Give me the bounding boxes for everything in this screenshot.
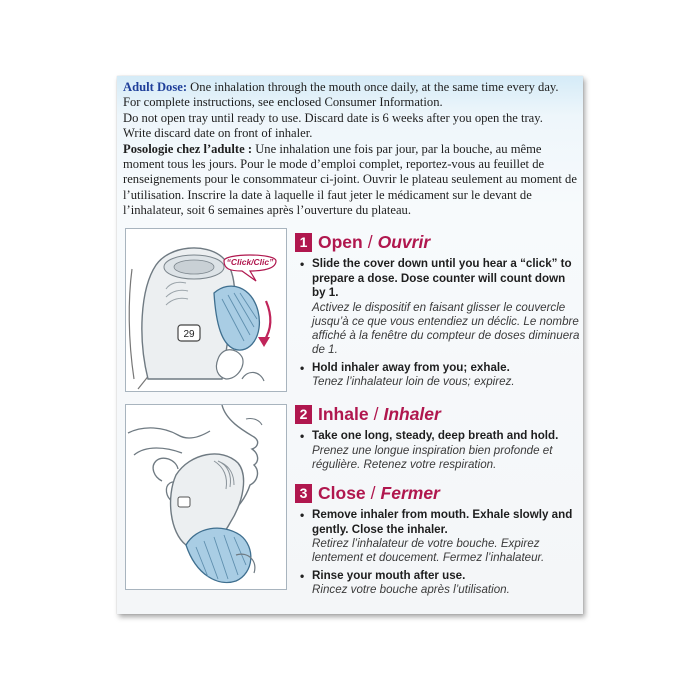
tray-warning: Do not open tray until ready to use. Discard date is 6 weeks after you open the tray. xyxy=(123,110,543,125)
step-3-bullet-1-fr: Retirez l’inhalateur de votre bouche. Expirez lentement et doucement. Fermez l’inhalateur. xyxy=(312,537,545,565)
adult-dose-paragraph xyxy=(123,80,579,111)
open-inhaler-illustration xyxy=(125,228,287,392)
inhaler-inhale-icon xyxy=(126,405,286,589)
step-1-title-fr: Ouvrir xyxy=(377,231,431,252)
step-3-heading xyxy=(295,482,440,504)
step-3-title-en: Close xyxy=(318,482,366,503)
dose-counter: 29 xyxy=(183,329,195,340)
step-1-heading xyxy=(295,231,430,253)
step-2-bullet-1-fr: Prenez une longue inspiration bien profonde et régulière. Retenez votre respiration. xyxy=(312,443,553,471)
step-1-title-en: Open xyxy=(318,231,363,252)
step-1-number: 1 xyxy=(295,233,312,252)
step-3-bullet-1-en: • Remove inhaler from mouth. Exhale slowly and gently. Close the inhaler. xyxy=(312,508,573,536)
inhale-illustration xyxy=(125,404,287,590)
step-2-title-en: Inhale xyxy=(318,403,369,424)
adult-dose-label: Adult Dose: xyxy=(123,80,188,94)
slide-down-arrow-icon xyxy=(258,337,270,347)
adult-dose-text: One inhalation through the mouth once daily, at the same time every day. For complete instructions, see enclosed Consumer Information. xyxy=(123,80,559,110)
step-1-bullet-1-fr: Activez le dispositif en faisant glisser le couvercle jusqu’à ce que vous entendiez un déclic. Le nombre affiché à la fenêtre du compteur de doses diminuera de 1. xyxy=(312,300,580,357)
inhaler-open-icon xyxy=(126,229,286,391)
step-1-bullet-1 xyxy=(295,257,581,358)
discard-note: Write discard date on front of inhaler. xyxy=(123,126,313,141)
step-2-title-fr: Inhaler xyxy=(383,403,441,424)
step-3-bullet-2-fr: Rincez votre bouche après l’utilisation. xyxy=(312,583,510,597)
step-2-bullet-1 xyxy=(295,429,581,472)
step-3-title-fr: Fermer xyxy=(380,482,440,503)
instruction-panel xyxy=(117,76,583,614)
posologie-label: Posologie chez l’adulte : xyxy=(123,141,253,156)
posologie-paragraph xyxy=(123,142,579,219)
step-1-bullet-2-fr: Tenez l’inhalateur loin de vous; expirez. xyxy=(312,375,515,389)
step-3-bullet-1 xyxy=(295,508,581,566)
dosage-intro xyxy=(123,80,579,219)
step-1-instructions xyxy=(295,257,581,392)
step-2-heading xyxy=(295,403,441,425)
step-3-bullet-2-en: • Rinse your mouth after use. xyxy=(312,568,466,582)
step-2-instructions xyxy=(295,429,581,475)
step-2-number: 2 xyxy=(295,405,312,424)
step-3-separator: / xyxy=(370,482,376,503)
step-1-separator: / xyxy=(367,231,373,252)
step-1-bullet-1-en: • Slide the cover down until you hear a “click” to prepare a dose. Dose counter will count down by 1. xyxy=(312,257,572,299)
step-2-bullet-1-en: • Take one long, steady, deep breath and hold. xyxy=(312,429,559,442)
step-1-bullet-2-en: • Hold inhaler away from you; exhale. xyxy=(312,360,510,374)
posologie-text: Une inhalation une fois par jour, par la bouche, au même moment tous les jours. Pour le mode d’emploi complet, reportez-vous au feuillet de renseignements pour le consommateur ci-joint. Ouvrir le plateau seulement au moment de l’utilisation. Inscrire la date à laquelle il faut jeter le médicament sur le devant de l’inhalateur, soit 6 semaines après l’ouverture du plateau. xyxy=(123,141,577,218)
step-1-bullet-2 xyxy=(295,361,581,390)
step-2-separator: / xyxy=(373,403,379,424)
step-3-bullet-2 xyxy=(295,569,581,598)
step-3-instructions xyxy=(295,508,581,600)
click-label: “Click/Clic” xyxy=(226,257,274,267)
step-3-number: 3 xyxy=(295,484,312,503)
